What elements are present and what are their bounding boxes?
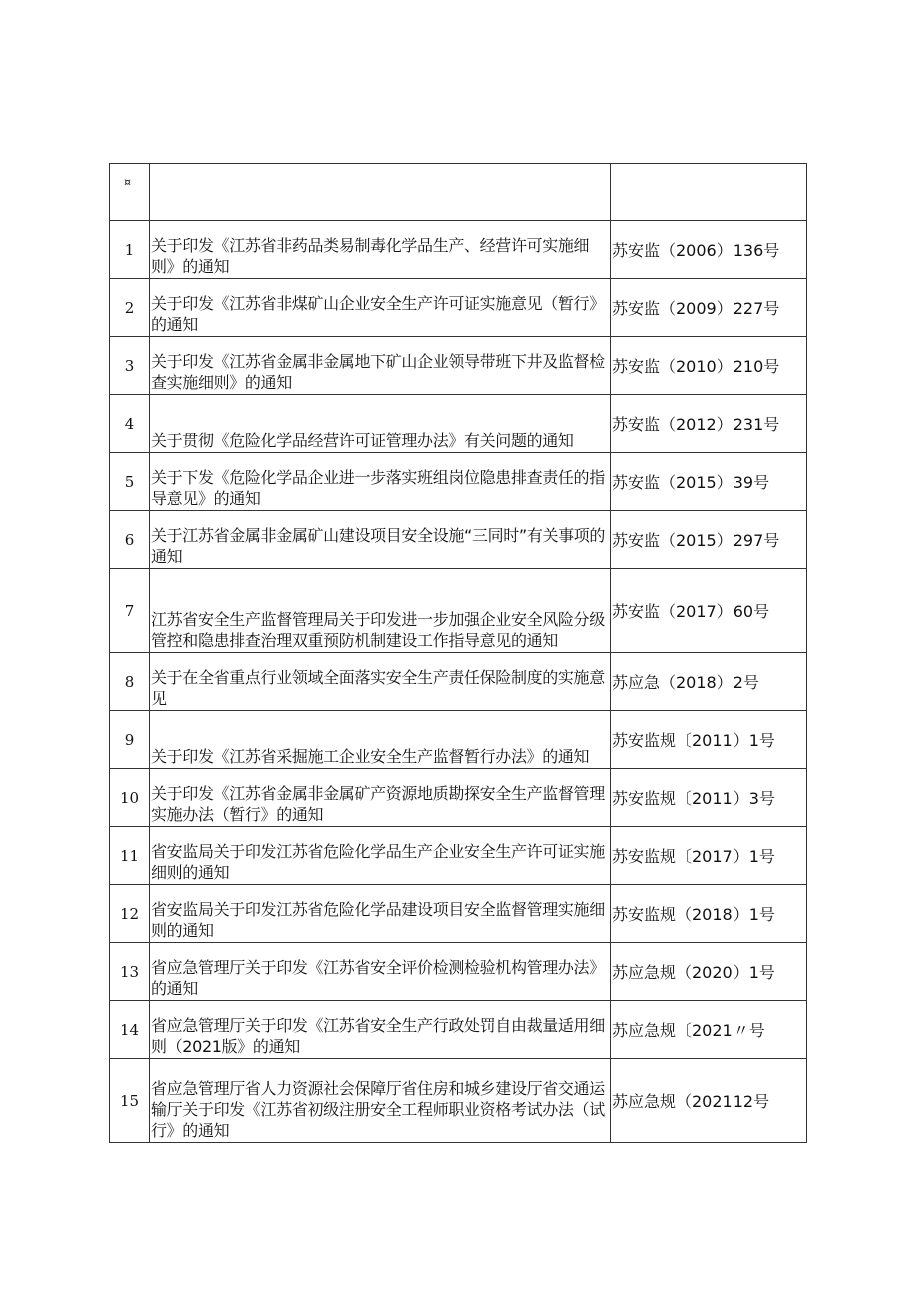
row-title: 关于印发《江苏省金属非金属地下矿山企业领导带班下井及监督检查实施细则》的通知 xyxy=(150,337,611,395)
row-title: 省安监局关于印发江苏省危险化学品生产企业安全生产许可证实施细则的通知 xyxy=(150,827,611,885)
row-number: 6 xyxy=(110,511,150,569)
table-row xyxy=(110,1001,807,1059)
row-doc-code: 苏安监规（2018）1号 xyxy=(611,885,807,943)
row-title: 关于印发《江苏省采掘施工企业安全生产监督暂行办法》的通知 xyxy=(150,711,611,769)
table-row xyxy=(110,337,807,395)
row-doc-code: 苏安监规〔2011）1号 xyxy=(611,711,807,769)
row-title: 关于印发《江苏省非煤矿山企业安全生产许可证实施意见（暂行》的通知 xyxy=(150,279,611,337)
row-doc-code: 苏安监（2009）227号 xyxy=(611,279,807,337)
header-code-cell xyxy=(611,164,807,221)
row-title: 关于下发《危险化学品企业进一步落实班组岗位隐患排查责任的指导意见》的通知 xyxy=(150,453,611,511)
row-doc-code: 苏安监（2017）60号 xyxy=(611,569,807,653)
header-row xyxy=(110,164,807,221)
table-row xyxy=(110,453,807,511)
row-title: 关于江苏省金属非金属矿山建设项目安全设施“三同时”有关事项的通知 xyxy=(150,511,611,569)
table-row xyxy=(110,221,807,279)
row-number: 4 xyxy=(110,395,150,453)
row-number: 1 xyxy=(110,221,150,279)
table-row xyxy=(110,943,807,1001)
row-title: 省应急管理厅关于印发《江苏省安全评价检测检验机构管理办法》的通知 xyxy=(150,943,611,1001)
row-number: 15 xyxy=(110,1059,150,1143)
table-row xyxy=(110,569,807,653)
row-title: 江苏省安全生产监督管理局关于印发进一步加强企业安全风险分级管控和隐患排查治理双重预防机制建设工作指导意见的通知 xyxy=(150,569,611,653)
row-doc-code: 苏安监（2006）136号 xyxy=(611,221,807,279)
row-title: 省安监局关于印发江苏省危险化学品建设项目安全监督管理实施细则的通知 xyxy=(150,885,611,943)
row-number: 3 xyxy=(110,337,150,395)
row-number: 2 xyxy=(110,279,150,337)
row-title: 关于印发《江苏省金属非金属矿产资源地质勘探安全生产监督管理实施办法（暂行》的通知 xyxy=(150,769,611,827)
row-doc-code: 苏安监（2015）39号 xyxy=(611,453,807,511)
row-doc-code: 苏安监规〔2011）3号 xyxy=(611,769,807,827)
row-number: 14 xyxy=(110,1001,150,1059)
table-row xyxy=(110,827,807,885)
row-doc-code: 苏应急规（202112号 xyxy=(611,1059,807,1143)
row-doc-code: 苏安监规〔2017）1号 xyxy=(611,827,807,885)
row-number: 8 xyxy=(110,653,150,711)
row-doc-code: 苏安监（2012）231号 xyxy=(611,395,807,453)
row-number: 12 xyxy=(110,885,150,943)
header-title-cell xyxy=(150,164,611,221)
row-doc-code: 苏应急（2018）2号 xyxy=(611,653,807,711)
table-row xyxy=(110,653,807,711)
table-row xyxy=(110,769,807,827)
row-doc-code: 苏应急规〔2021〃号 xyxy=(611,1001,807,1059)
row-number: 11 xyxy=(110,827,150,885)
table-row xyxy=(110,1059,807,1143)
table-row xyxy=(110,279,807,337)
table-row xyxy=(110,711,807,769)
row-number: 7 xyxy=(110,569,150,653)
table-row xyxy=(110,395,807,453)
row-title: 关于贯彻《危险化学品经营许可证管理办法》有关问题的通知 xyxy=(150,395,611,453)
row-doc-code: 苏安监（2015）297号 xyxy=(611,511,807,569)
row-title: 省应急管理厅关于印发《江苏省安全生产行政处罚自由裁量适用细则（2021版》的通知 xyxy=(150,1001,611,1059)
row-number: 13 xyxy=(110,943,150,1001)
table-row xyxy=(110,885,807,943)
row-number: 9 xyxy=(110,711,150,769)
row-title: 关于在全省重点行业领域全面落实安全生产责任保险制度的实施意见 xyxy=(150,653,611,711)
header-number-cell xyxy=(110,164,150,221)
row-title: 关于印发《江苏省非药品类易制毒化学品生产、经营许可实施细则》的通知 xyxy=(150,221,611,279)
table-row xyxy=(110,511,807,569)
row-number: 10 xyxy=(110,769,150,827)
row-doc-code: 苏安监（2010）210号 xyxy=(611,337,807,395)
row-number: 5 xyxy=(110,453,150,511)
row-doc-code: 苏应急规（2020）1号 xyxy=(611,943,807,1001)
row-title: 省应急管理厅省人力资源社会保障厅省住房和城乡建设厅省交通运输厅关于印发《江苏省初级注册安全工程师职业资格考试办法（试行》的通知 xyxy=(150,1059,611,1143)
regulations-table xyxy=(109,163,807,1143)
header-mark: ¤ xyxy=(124,176,131,189)
